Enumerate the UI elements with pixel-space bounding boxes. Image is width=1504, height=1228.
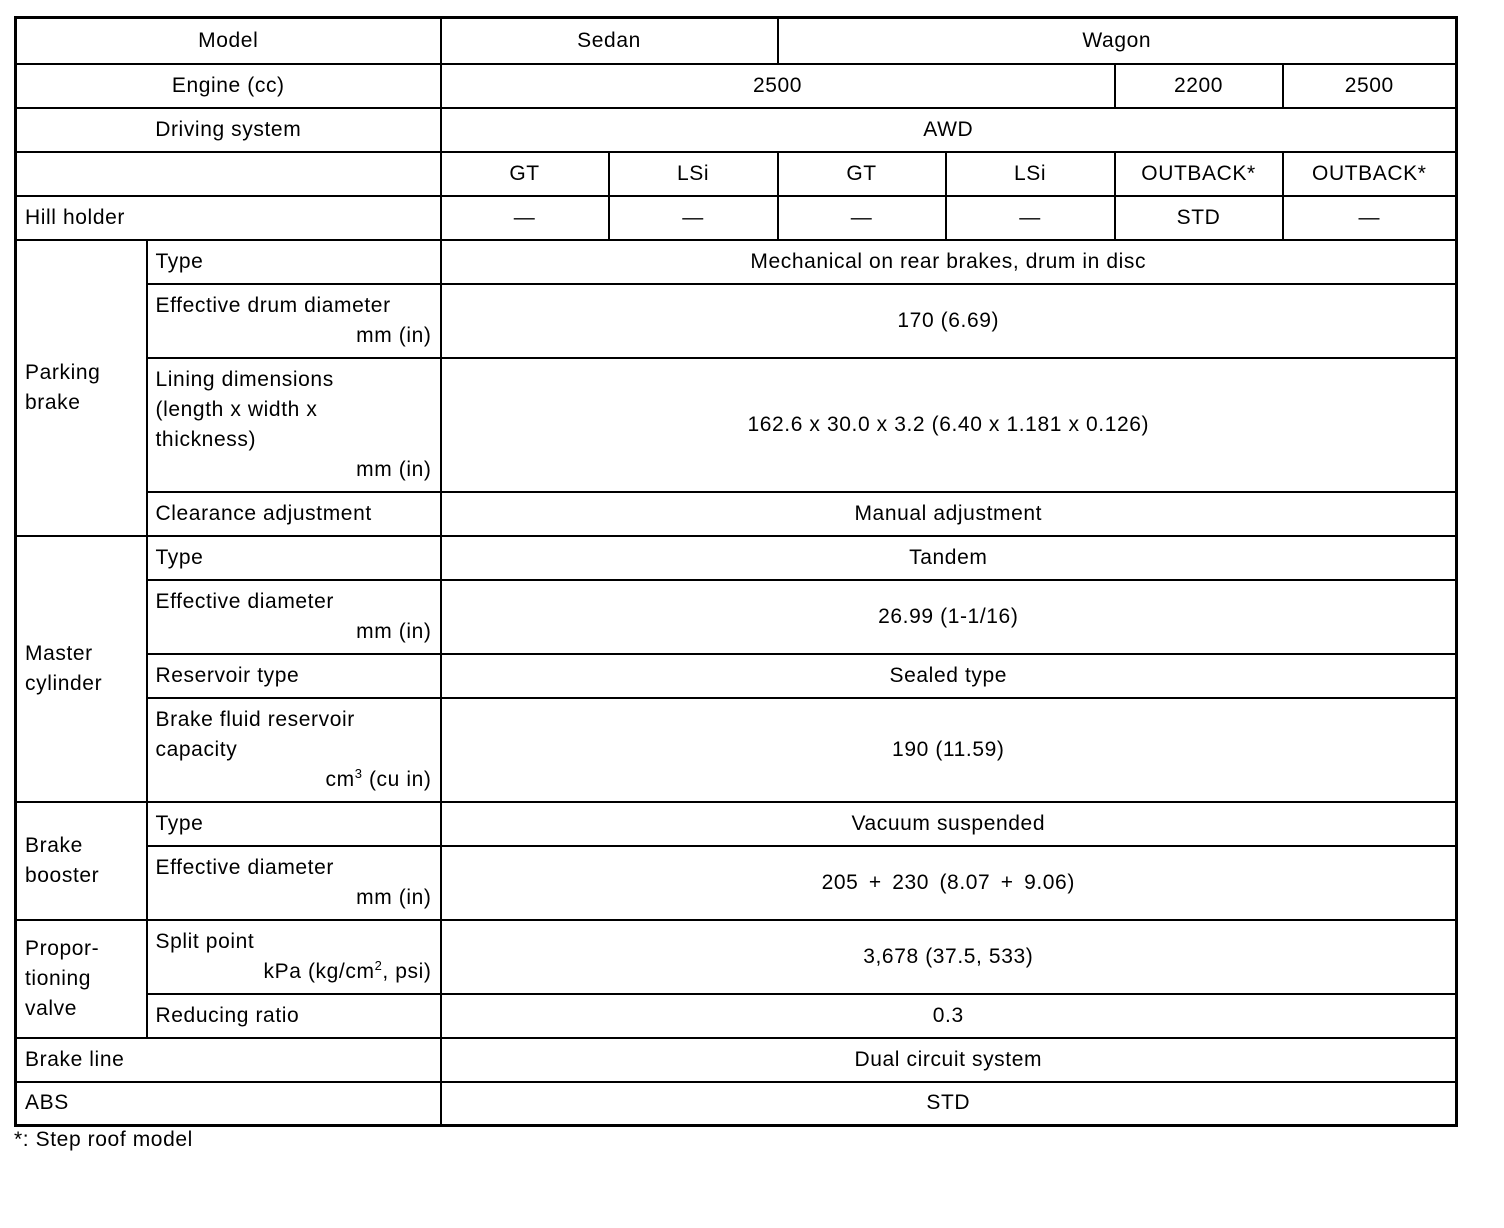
master-cylinder-diameter-value: 26.99 (1-1/16) — [441, 580, 1457, 654]
grade-cell: LSi — [946, 152, 1115, 196]
reservoir-capacity-value: 190 (11.59) — [441, 698, 1457, 802]
reducing-ratio-label: Reducing ratio — [147, 994, 441, 1038]
brake-booster-type-value: Vacuum suspended — [441, 802, 1457, 846]
parking-brake-type-label: Type — [147, 240, 441, 284]
driving-system-label: Driving system — [16, 108, 441, 152]
master-cylinder-diameter-label-cell — [147, 580, 441, 654]
reservoir-capacity-label-cell — [147, 698, 441, 802]
split-point-unit — [156, 957, 432, 987]
lining-dimensions-label-cell — [147, 358, 441, 492]
master-cylinder-diameter-row — [16, 580, 1457, 654]
lining-dimensions-row — [16, 358, 1457, 492]
hill-holder-label: Hill holder — [16, 196, 441, 240]
brake-spec-table — [14, 16, 1458, 1127]
brake-booster-diameter-unit: mm (in) — [356, 885, 432, 909]
engine-label: Engine (cc) — [16, 64, 441, 108]
reservoir-type-row — [16, 654, 1457, 698]
brake-booster-type-row — [16, 802, 1457, 846]
drum-diameter-unit: mm (in) — [356, 323, 432, 347]
drum-diameter-label-cell — [147, 284, 441, 358]
grade-cell: GT — [778, 152, 946, 196]
driving-system-row — [16, 108, 1457, 152]
split-point-value: 3,678 (37.5, 533) — [441, 920, 1457, 994]
model-row — [16, 18, 1457, 64]
unit-text: cm — [325, 767, 355, 791]
grade-row — [16, 152, 1457, 196]
hill-holder-value: — — [609, 196, 778, 240]
parking-brake-group-label: Parking brake — [16, 240, 147, 536]
split-point-row — [16, 920, 1457, 994]
master-cylinder-type-row — [16, 536, 1457, 580]
engine-2500-outback-cell: 2500 — [1283, 64, 1457, 108]
clearance-adjustment-label: Clearance adjustment — [147, 492, 441, 536]
grade-blank-cell — [16, 152, 441, 196]
reservoir-capacity-row — [16, 698, 1457, 802]
hill-holder-value: — — [441, 196, 609, 240]
unit-text: , psi) — [382, 959, 432, 983]
unit-text: (cu in) — [362, 767, 432, 791]
brake-line-value: Dual circuit system — [441, 1038, 1457, 1082]
lining-label-line: thickness) — [155, 427, 257, 451]
hill-holder-row — [16, 196, 1457, 240]
proportioning-valve-group-label — [16, 920, 147, 1038]
driving-system-value: AWD — [441, 108, 1457, 152]
hill-holder-value: — — [1283, 196, 1457, 240]
brake-booster-group-label: Brake booster — [16, 802, 147, 920]
brake-booster-diameter-label-cell — [147, 846, 441, 920]
grade-cell: OUTBACK* — [1283, 152, 1457, 196]
reservoir-capacity-unit — [156, 765, 432, 795]
reservoir-capacity-label-line: capacity — [155, 737, 238, 761]
grade-cell: GT — [441, 152, 609, 196]
drum-diameter-value: 170 (6.69) — [441, 284, 1457, 358]
unit-superscript: 3 — [354, 765, 363, 781]
proportioning-valve-label-line: tioning — [25, 966, 92, 990]
proportioning-valve-label-line: valve — [25, 996, 78, 1020]
parking-brake-type-row — [16, 240, 1457, 284]
model-label: Model — [16, 18, 441, 64]
brake-booster-diameter-value: 205 + 230 (8.07 + 9.06) — [441, 846, 1457, 920]
master-cylinder-type-label: Type — [147, 536, 441, 580]
abs-label: ABS — [16, 1082, 441, 1126]
grade-cell: OUTBACK* — [1115, 152, 1283, 196]
engine-row — [16, 64, 1457, 108]
footnote: *: Step roof model — [14, 1128, 193, 1151]
engine-2200-cell: 2200 — [1115, 64, 1283, 108]
brake-booster-type-label: Type — [147, 802, 441, 846]
lining-unit: mm (in) — [356, 457, 432, 481]
reservoir-capacity-label-line: Brake fluid reservoir — [155, 707, 355, 731]
parking-brake-type-value: Mechanical on rear brakes, drum in disc — [441, 240, 1457, 284]
clearance-adjustment-value: Manual adjustment — [441, 492, 1457, 536]
reducing-ratio-row — [16, 994, 1457, 1038]
lining-label-line: Lining dimensions — [155, 367, 334, 391]
split-point-label-cell — [147, 920, 441, 994]
proportioning-valve-label-line: Propor- — [25, 936, 100, 960]
drum-diameter-label: Effective drum diameter — [155, 293, 391, 317]
wagon-header: Wagon — [778, 18, 1457, 64]
hill-holder-value: STD — [1115, 196, 1283, 240]
engine-2500-cell: 2500 — [441, 64, 1115, 108]
sedan-header: Sedan — [441, 18, 778, 64]
unit-superscript: 2 — [374, 957, 383, 973]
lining-dimensions-value: 162.6 x 30.0 x 3.2 (6.40 x 1.181 x 0.126) — [441, 358, 1457, 492]
brake-line-label: Brake line — [16, 1038, 441, 1082]
abs-value: STD — [441, 1082, 1457, 1126]
hill-holder-value: — — [778, 196, 946, 240]
clearance-adjustment-row — [16, 492, 1457, 536]
lining-label-line: (length x width x — [155, 397, 318, 421]
brake-line-row — [16, 1038, 1457, 1082]
unit-text: kPa (kg/cm — [263, 959, 375, 983]
drum-diameter-row — [16, 284, 1457, 358]
reservoir-type-value: Sealed type — [441, 654, 1457, 698]
reducing-ratio-value: 0.3 — [441, 994, 1457, 1038]
master-cylinder-diameter-unit: mm (in) — [356, 619, 432, 643]
abs-row — [16, 1082, 1457, 1126]
master-cylinder-group-label: Master cylinder — [16, 536, 147, 802]
brake-booster-diameter-row — [16, 846, 1457, 920]
master-cylinder-type-value: Tandem — [441, 536, 1457, 580]
brake-booster-diameter-label: Effective diameter — [155, 855, 334, 879]
grade-cell: LSi — [609, 152, 778, 196]
split-point-label: Split point — [155, 929, 255, 953]
hill-holder-value: — — [946, 196, 1115, 240]
master-cylinder-diameter-label: Effective diameter — [155, 589, 334, 613]
reservoir-type-label: Reservoir type — [147, 654, 441, 698]
